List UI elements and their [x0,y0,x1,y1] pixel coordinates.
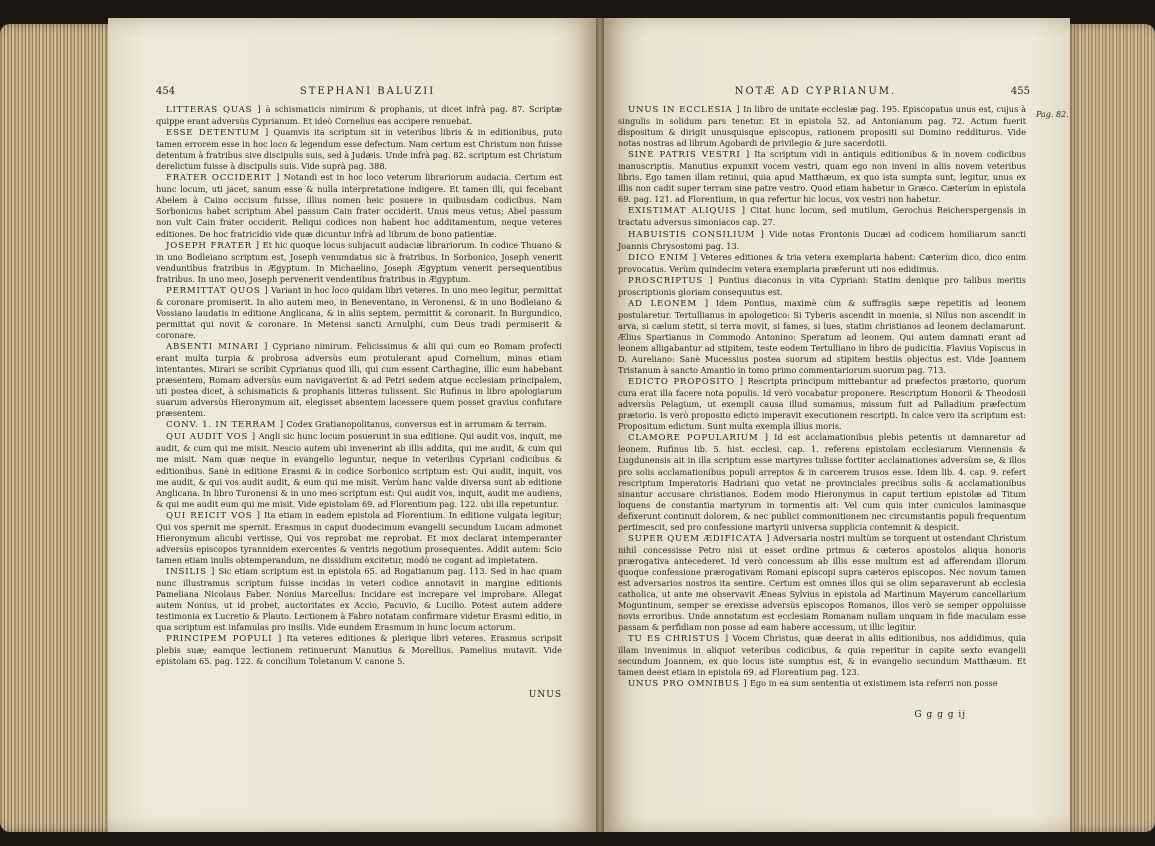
note-paragraph [156,172,562,239]
note-lemma: JOSEPH FRATER ] [166,240,260,251]
note-lemma: FRATER OCCIDERIT ] [166,173,281,184]
note-text: Cypriano nimirum. Felicissimus & alii qui cum eo Romam profecti erant multa turpia & probrosa adversùs eum protulerant apud Cornelium, minas etiam intentantes. Mirari se scribit Cyprianus quod illi, qui cum essent Carthagine, illic eum habebant præsentem, Romam adversùs eum navigaverint & ad Petri sedem atque ecclesiam principalem, uti postea dicet, à schismaticis & prophanis litteras tulissent. Sic Rufinus in libro apologiarum suarum adversùs Hieronymum ait, elegisset absentem lacessere quem posset gravius confutare præsentem. [156,340,562,419]
note-text: Ita scriptum vidi in antiquis editionibus & in novem codicibus manuscriptis. Manutius expunxit vocem vestri, quam ego non inveni in aliis novem veteribus libris. Ego tamen illam retinui, quia apud Matthæum, ex quo ista sumpta sunt, legitur, unus ex illis non cadit super terram sine patre vestro. Quod etiam habetur in Græco. Cæterùm in epistola 69. pag. 121. ad Florentium, in qua refertur hic locus, vox vestri non habetur. [618,149,1026,205]
note-lemma: QUI AUDIT VOS ] [166,432,256,443]
note-text: Ita etiam in eadem epistola ad Florentium. In editione vulgata legitur; Qui vos spernit me spernit. Erasmus in caput duodecimum evangelii secundum Lucam admonet Hieronymum alicubi vertisse, Qui vos reprobat me reprobat. Et mox declarat intemperanter adversùs episcopos tyrannidem exercentes & ventris negotium prosequentes. Addit autem: Scio tamen etiam inulis obtemperandum, ne dissidium excitetur, modò ne cogant ad impietatem. [156,509,563,565]
note-text: In libro de unitate ecclesiæ pag. 195. Episcopatus unus est, cujus à singulis in solidum pars tenetur. Et in epistola 52. ad Antonianum pag. 72. Actum fuerit dispositum & dirigit unusquisque episcopus, rationem propositi sui Domino redditurus. Vide notas nostras ad librum Agobardi de privilegio & jure sacerdotii. [618,104,1026,149]
note-text: Variant in hoc loco quidam libri veteres. In uno meo legitur, permittat & coronare promiserit. In alio autem meo, in Beneventano, in Veronensi, & in uno Bodleiano & Vossiano laudatis in editione Anglicana, & in aliis septem, permittit & coronarit. In Burgundico, permittat qui novit & coronare. In Metensi sancti Arnulphi, cum Deus tradi permiserit & coronare. [156,284,562,340]
right-page [600,18,1070,832]
note-paragraph [156,431,562,509]
note-lemma: PROSCRIPTUS ] [628,275,714,286]
open-book [0,18,1155,838]
note-paragraph [618,205,1026,228]
note-paragraph [618,275,1026,298]
note-paragraph [156,341,562,419]
note-text: Rescripta principum mittebantur ad præfectos prætorio, quorum cura erat illa facere nota populis. Id verò vocabatur proponere. Rescriptum Honorii & Theodosii adversùs Pelagium, ut exempli causa illud sumamus, missum fuit ad Palladium præfectum prætorio. Is verò proposito edicto imperavit executionem rescripti. In calce vero ita scriptum est: Propositum edictum. Sunt multa exempla illius moris. [618,376,1027,432]
note-paragraph [618,633,1026,678]
note-paragraph [618,376,1026,432]
note-paragraph [618,298,1026,376]
right-folio: 455 [1010,86,1030,97]
note-lemma: QUI REICIT VOS ] [166,510,261,521]
note-text: Et hic quoque locus subjacuit audaciæ librariorum. In codice Thuano & in uno Bodleiano scriptum est, Joseph venumdatus sic à fratribus. In Sorbonico, Joseph venerit venduntibus fratribus in Ægyptum. In Michaelino, Joseph Ægyptum venerit persequentibus fratribus. In uno meo, Joseph pervenerit vendentibus fratribus in Ægyptum. [156,239,563,284]
note-text: Quamvis ita scriptum sit in veteribus libris & in editionibus, puto tamen errorem esse in hoc loco & legendum esse defectum. Nam certum est Christum non fuisse detentum à fratribus sive discipulis suis, sed à Judæis. Unde infrà pag. 82. scriptum est Christum derelictum fuisse à discipulis suis. Vide suprà pag. 388. [156,127,562,172]
note-lemma: HABUISTIS CONSILIUM ] [628,229,765,240]
note-text: Idem Pontius, maximè cùm & suffragiis sæpe repetitis ad leonem postularetur. Tertullianus in apologetico: Si Tyberis ascendit in moenia, si Nilus non ascendit in arva, si cælum stetit, si terra movit, si fames, si lues, statim christianos ad leonem declamarunt. Ælius Spartianus in Commodo Antonino: Speratum ad leonem. Qui autem damnati erant ad leonem alligabantur ad stipitem, teste eodem Tertulliano in libro de pudicitia. Flavius Vopiscus in D. Aureliano: Sanè Mucessius postea suorum ad stipitem bestiis objectus est. Vide Joannem Tristanum à sancto Amantio in tomo primo commentariorum suorum pag. 713. [618,297,1026,376]
note-paragraph [618,432,1026,532]
note-lemma: ABSENTI MINARI ] [166,341,269,352]
note-paragraph [618,252,1026,275]
note-lemma: CONV. 1. IN TERRAM ] [166,420,284,431]
left-catchword: UNUS [528,690,562,700]
note-lemma: EDICTO PROPOSITO ] [628,377,744,388]
note-lemma: ESSE DETENTUM ] [166,128,270,139]
note-lemma: UNUS PRO OMNIBUS ] [628,679,748,690]
note-lemma: TU ES CHRISTUS ] [628,634,729,645]
left-page-edges [0,24,118,832]
left-folio: 454 [156,86,176,97]
note-paragraph [618,533,1026,633]
note-text: Adversaria nostri multùm se torquent ut ostendant Christum nihil concessisse Petro nisi ut esset ordine primus & cæteros apostolos aliqua honoris prærogativa antecederet. Id verò concessum ab illis esse multum est ad afferendam illorum quoque confessione prærogativam Romani episcopi supra cæteros episcopos. Nec novum tamen est adversarios nostros ita sentire. Certum est omnes illos qui se olim separaverunt ab ecclesia catholica, ut ante me observavit Æneas Sylvius in epistola ad Martinum Mayerum cancellarium Moguntinum, semper se erexisse adversùs episcopos Romanos, illos verò se semper oppoluisse novis erroribus. Unde annotatum est ecclesiam Romanam nullam unquam in fide maculam esse passam & perfidiam non posse ad eam habere accessum, ut illic legitur. [618,532,1027,633]
note-text: Sic etiam scriptum est in epistola 65. ad Rogatianum pag. 113. Sed in hac quam nunc illustramus scriptum fuisse incidas in veteri codice annotavit in margine editionis Pameliana Nicolaus Faber. Nonius Marcellus: Incidare est increpare vel improbare. Allegat autem Nonius, ut id probet, auctoritates ex Accio, Pacuvio, & Lucilio. Potest autem addere testimonia ex Lucretio & Plauto. Lectionem à Fabro notatam confirmare videtur Erasmi editio, in qua scriptum est infamulas pro insilis. Vide eundem Erasmum in hunc locum actorum. [156,565,562,633]
note-text: Angli sic hunc locum posuerunt in sua editione. Qui audit vos, inquit, me audit, & cum qui me misit. Nescio autem ubi invenerint ab illis addita, qui me audit, & cum qui me misit. Nam quæ neque in evangelio leguntur, neque in veteribus Cypriani codicibus & editionibus. Sanè in editione Erasmi & in codice Sorbonico scriptum est: Qui audit, inquit, vos me audit, & qui vos audit audit, & eum qui me misit. Verùm hanc valde diversa sunt ab editione Anglicana. In libro Turonensi & in uno meo scriptum est: Qui audit vos, inquit, audit me audiens, & qui me audit eum qui me misit. Vide epistolam 69. ad Florentium pag. 122. ubi illa repetuntur. [156,431,563,509]
note-paragraph [156,285,562,341]
note-lemma: SUPER QUEM ÆDIFICATA ] [628,533,771,544]
note-text: Vocem Christus, quæ deerat in aliis editionibus, nos addidimus, quia illam invenimus in aliquot veteribus codicibus, & quia reperitur in capite sexto evangelii secundum Joannem, ex quo locus iste sumptus est, & in evangelio secundum Matthæum. Et tamen deest etiam in epistola 69. ad Florentium pag. 123. [618,633,1026,678]
note-paragraph [156,633,562,667]
note-lemma: EXISTIMAT ALIQUIS ] [628,206,746,217]
left-page [108,18,600,832]
right-signature: G g g g ij [914,710,966,720]
note-paragraph [618,149,1026,205]
note-lemma: AD LEONEM ] [628,298,709,309]
note-lemma: DICO ENIM ] [628,252,698,263]
note-paragraph [156,419,562,431]
note-lemma: INSILIS ] [166,566,216,577]
note-paragraph [618,229,1026,252]
right-running-head [620,86,1030,97]
left-running-title: STEPHANI BALUZII [299,86,436,97]
note-text: Id est acclamationibus plebis petentis ut damnaretur ad leonem. Rufinus lib. 5. hist. ecclesi. cap. 1. referens epistolam ecclesiarum Viennensis & Lugdunensis ait in illa scriptum esse martyres tulisse fortiter acclamationes adversùm se, & illos pro solis acclamationibus populi arreptos & in carcerem trusos esse. Idem lib. 4. cap. 9. refert rescriptum Imperatoris Hadriani quo vetat ne provinciales precibus solis & acclamationibus sinantur accusare christianos. Eodem modo Hieronymus in caput tertium epistolæ ad Titum loquens de constantia martyrum in tormentis ait: Vel cum quis inter cuniculos laminasque defixerunt continuit dolorem, & nec publici commonitionem nec circumstantis populi frequentum pertimescit, sed pro confessione martyrii universa supplicia contemnit & despicit. [618,432,1026,532]
note-paragraph [156,104,562,127]
note-paragraph [156,127,562,172]
note-text: à schismaticis nimirum & prophanis, ut dicet infrà pag. 87. Scriptæ quippe erant adversùs Cyprianum. Et ideò Cornelius eas accipere renuebat. [156,104,563,127]
note-text: Codex Gratianopolitanus, conversus est in arrumam & terram. [283,419,547,430]
right-running-title: NOTÆ AD CYPRIANUM. [734,86,897,97]
note-lemma: LITTERAS QUAS ] [166,105,262,115]
margin-note: Pag. 82. [1036,110,1069,119]
note-text: Citat hunc locum, sed mutilum, Gerochus Reicherspergensis in tractatu adversus simoniacos cap. 27. [618,205,1026,228]
note-text: Ego in ea sum sententia ut existimem ista referri non posse [747,678,998,689]
book-gutter [596,18,604,832]
note-paragraph [156,240,562,285]
note-lemma: PRINCIPEM POPULI ] [166,634,282,645]
note-paragraph [156,566,562,633]
note-lemma: UNUS IN ECCLESIA ] [628,105,741,115]
right-page-edges [1065,24,1155,832]
left-text-column [156,104,562,667]
note-paragraph [156,510,562,566]
note-text: Pontius diaconus in vita Cypriani: Statim denique pro talibus meritis proscriptionis gloriam consequutus est. [618,274,1026,297]
note-text: Veteres editiones & tria vetera exemplaria habent: Cæterùm dico, dico enim provocatus. Verùm quindecim vetera exemplaria præferunt uti nos edidimus. [618,251,1026,274]
note-text: Vide notas Frontonis Ducæi ad codicem homiliarum sancti Joannis Chrysostomi pag. 13. [618,228,1026,251]
note-lemma: CLAMORE POPULARIUM ] [628,433,769,444]
left-running-head [156,86,560,97]
note-lemma: PERMITTAT QUOS ] [166,285,269,296]
note-lemma: SINE PATRIS VESTRI ] [628,150,750,161]
right-text-column [618,104,1026,690]
note-text: Notandi est in hoc loco veterum librariorum audacia. Certum est hunc locum, uti jacet, sanum esse & nulla interpretatione indigere. Et tamen illi, qui fecebant Abelem à Caino occisum fuisse, illius nomen heic posuere in quibusdam codicibus. Nam Sorbonicus habet scriptum Abel passum Cain frater occiderit. Unus meus vetus; Abel passum non vult Cain frater occiderit. Reliqui codices non habent hoc additamentum, neque veteres editiones. De hoc fratricidio vide quæ dicuntur infrà ad librum de bono patientiæ. [156,172,562,239]
note-text: Ita veteres editiones & plerique libri veteres. Erasmus scripsit plebis suæ; eamque lectionem retinuerunt Manutius & Morellius. Pamelius mutavit. Vide epistolam 65. pag. 122. & concilium Toletanum V. canone 5. [156,633,562,667]
note-paragraph [618,104,1026,149]
note-paragraph [618,678,1026,690]
